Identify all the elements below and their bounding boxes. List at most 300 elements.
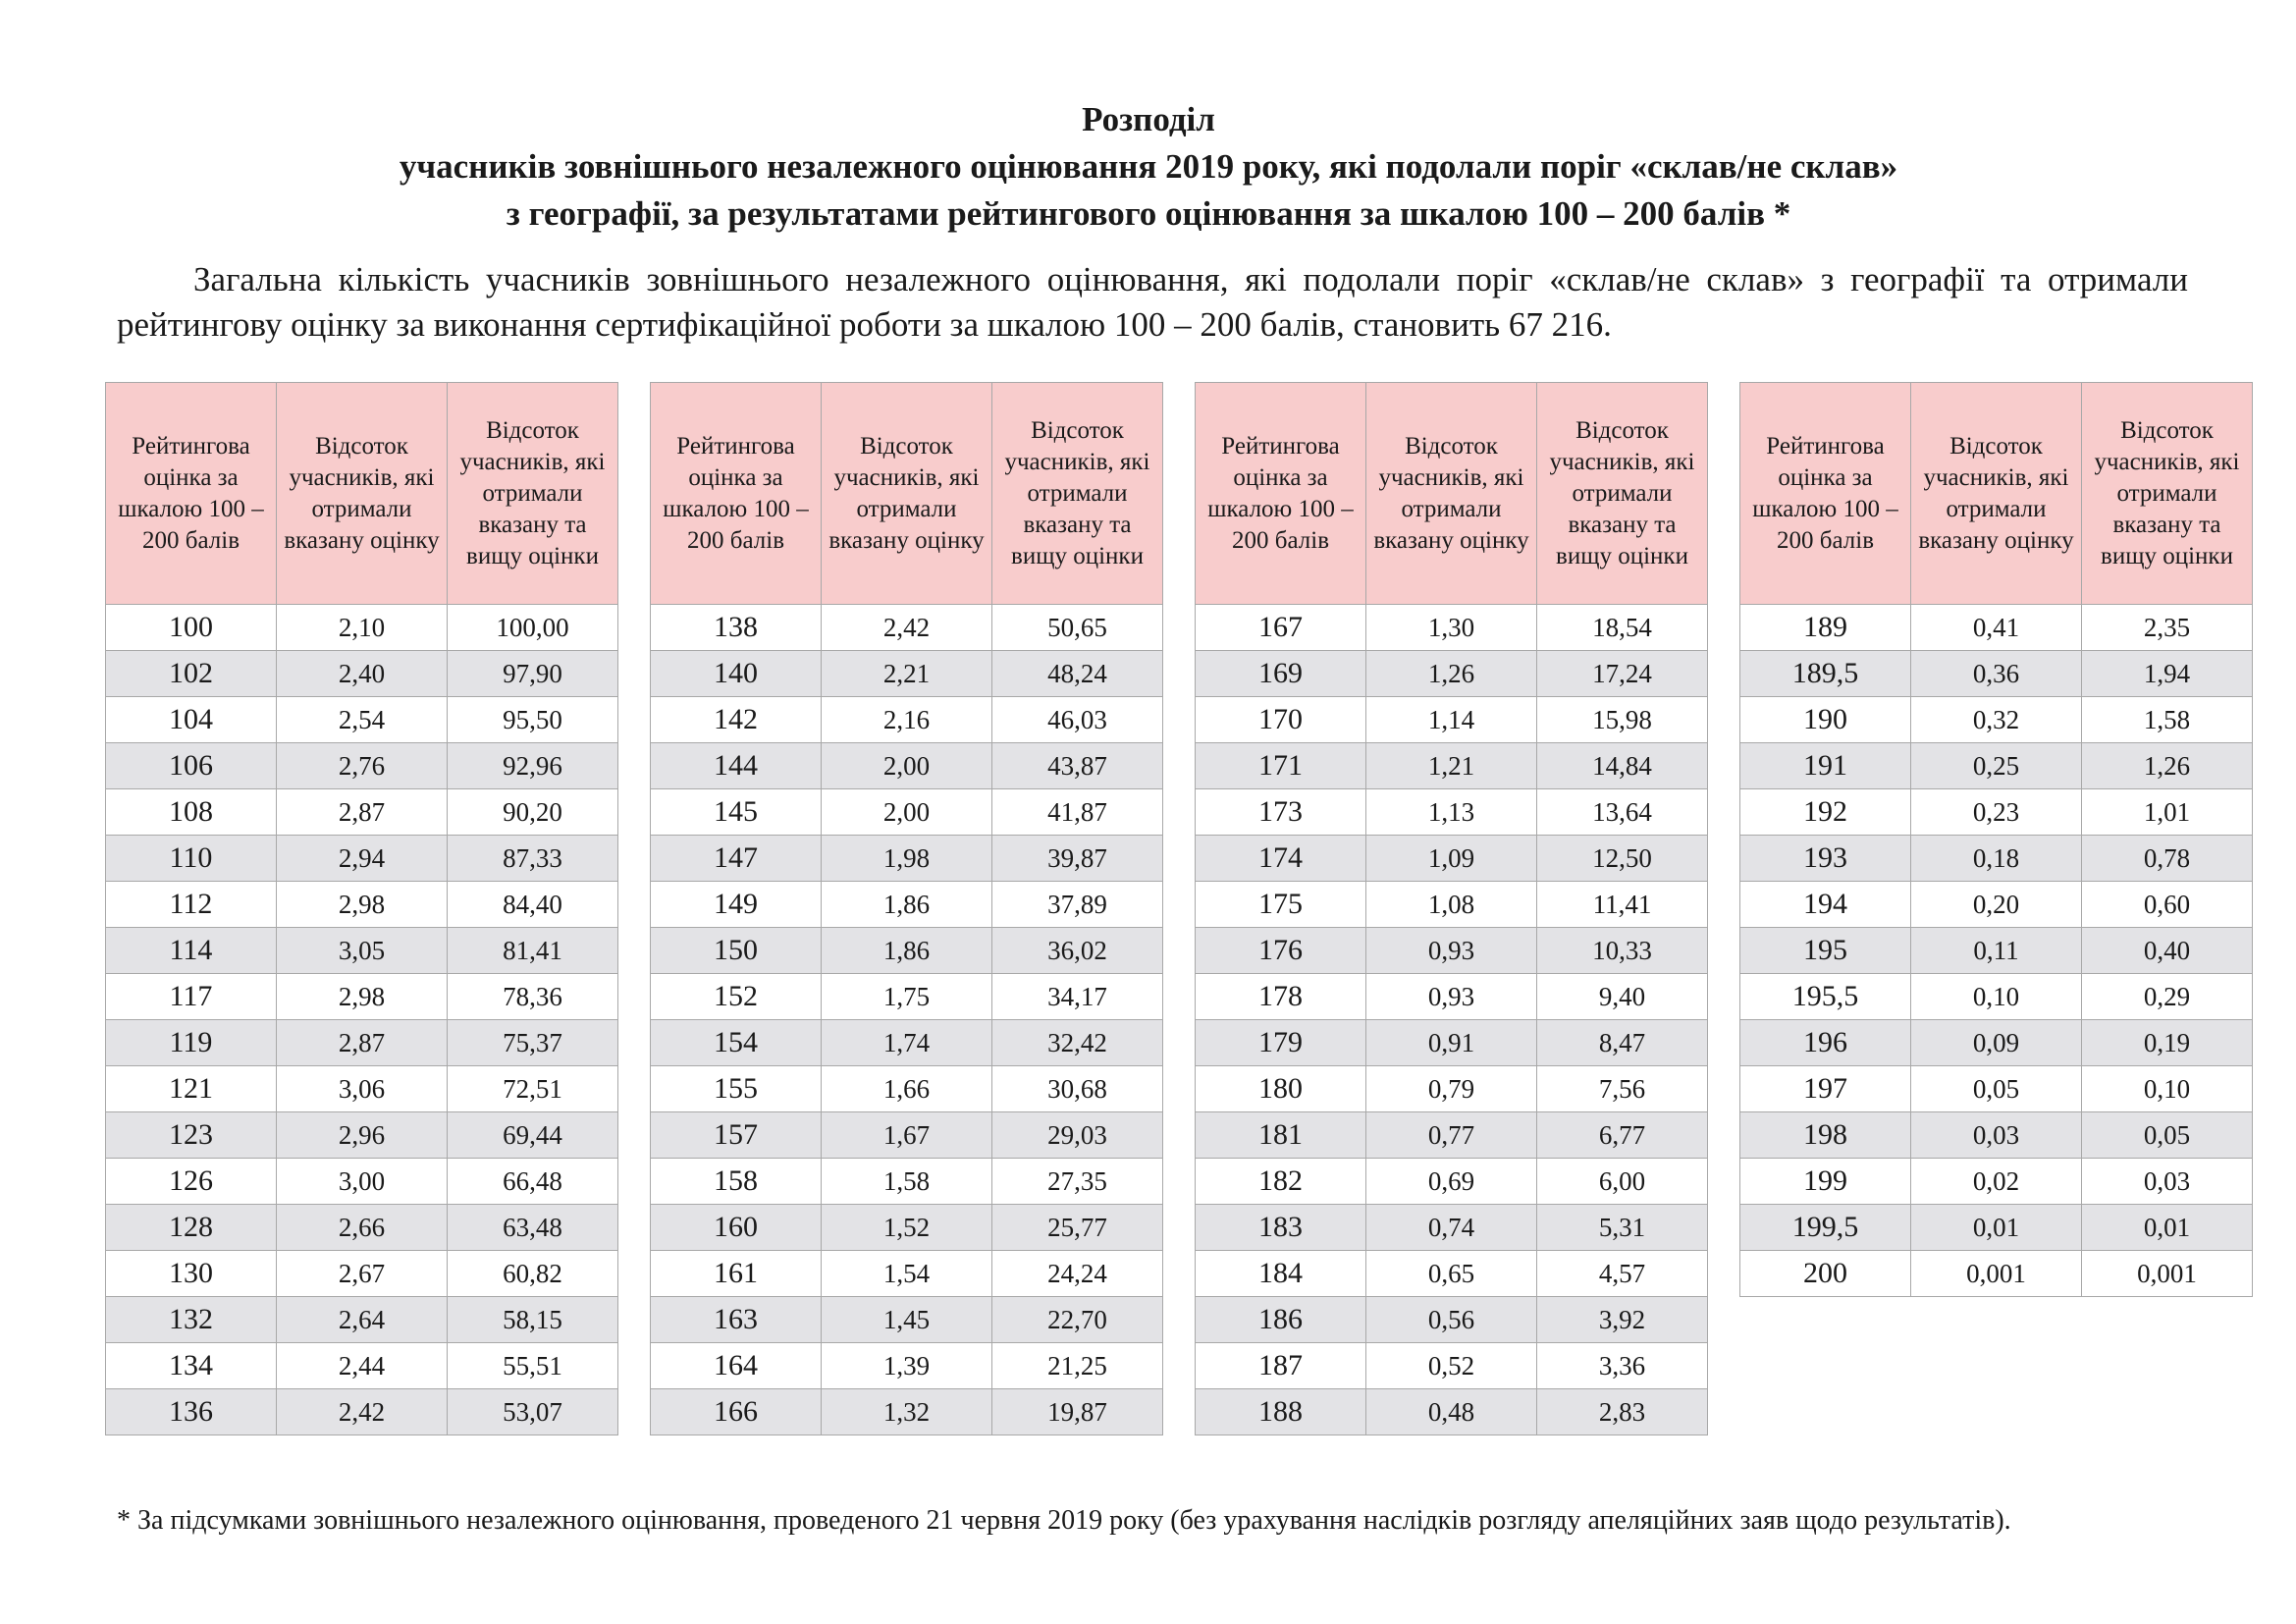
table-row <box>1196 1159 1708 1205</box>
header-score: Рейтингова оцінка за шкалою 100 – 200 балів <box>651 383 822 605</box>
cumulative-cell: 27,35 <box>992 1159 1163 1205</box>
table-row <box>106 928 618 974</box>
percent-cell: 1,75 <box>822 974 992 1020</box>
percent-cell: 1,98 <box>822 836 992 882</box>
table-row <box>1196 882 1708 928</box>
table-row <box>1740 974 2253 1020</box>
score-cell: 178 <box>1196 974 1366 1020</box>
percent-cell: 1,30 <box>1366 605 1537 651</box>
header-percent: Відсоток учасників, які отримали вказану оцінку <box>1911 383 2082 605</box>
percent-cell: 0,56 <box>1366 1297 1537 1343</box>
cumulative-cell: 37,89 <box>992 882 1163 928</box>
table-row <box>651 789 1163 836</box>
table-row <box>651 1343 1163 1389</box>
header-score: Рейтингова оцінка за шкалою 100 – 200 балів <box>1196 383 1366 605</box>
cumulative-cell: 6,00 <box>1537 1159 1708 1205</box>
cumulative-cell: 0,29 <box>2082 974 2253 1020</box>
percent-cell: 2,44 <box>277 1343 448 1389</box>
cumulative-cell: 14,84 <box>1537 743 1708 789</box>
table-row <box>1196 1343 1708 1389</box>
percent-cell: 3,00 <box>277 1159 448 1205</box>
cumulative-cell: 0,10 <box>2082 1066 2253 1112</box>
table-row <box>1196 651 1708 697</box>
header-cumulative: Відсоток учасників, які отримали вказану та вищу оцінки <box>1537 383 1708 605</box>
table-row <box>1196 743 1708 789</box>
cumulative-cell: 19,87 <box>992 1389 1163 1435</box>
table-row <box>106 1297 618 1343</box>
score-cell: 157 <box>651 1112 822 1159</box>
percent-cell: 2,42 <box>822 605 992 651</box>
cumulative-cell: 0,001 <box>2082 1251 2253 1297</box>
table-header-row <box>651 383 1163 605</box>
table-row <box>106 651 618 697</box>
title-line-2: учасників зовнішнього незалежного оцінювання 2019 року, які подолали поріг «склав/не склав» <box>399 147 1898 186</box>
cumulative-cell: 1,94 <box>2082 651 2253 697</box>
table-row <box>651 1297 1163 1343</box>
percent-cell: 2,64 <box>277 1297 448 1343</box>
cumulative-cell: 63,48 <box>448 1205 618 1251</box>
table-row <box>106 882 618 928</box>
score-cell: 140 <box>651 651 822 697</box>
percent-cell: 1,86 <box>822 882 992 928</box>
cumulative-cell: 95,50 <box>448 697 618 743</box>
score-cell: 126 <box>106 1159 277 1205</box>
header-percent: Відсоток учасників, які отримали вказану оцінку <box>822 383 992 605</box>
footnote: * За підсумками зовнішнього незалежного оцінювання, проведеного 21 червня 2019 року (без урахування наслідків розгляду апеляційних заяв щодо результатів). <box>117 1505 2011 1536</box>
cumulative-cell: 41,87 <box>992 789 1163 836</box>
table-row <box>651 974 1163 1020</box>
table-row <box>651 1159 1163 1205</box>
cumulative-cell: 32,42 <box>992 1020 1163 1066</box>
cumulative-cell: 69,44 <box>448 1112 618 1159</box>
score-cell: 128 <box>106 1205 277 1251</box>
percent-cell: 1,52 <box>822 1205 992 1251</box>
table-row <box>106 1343 618 1389</box>
cumulative-cell: 25,77 <box>992 1205 1163 1251</box>
score-cell: 199 <box>1740 1159 1911 1205</box>
percent-cell: 0,32 <box>1911 697 2082 743</box>
score-cell: 134 <box>106 1343 277 1389</box>
table-row <box>1196 1112 1708 1159</box>
table-row <box>1740 743 2253 789</box>
table-row <box>651 1251 1163 1297</box>
cumulative-cell: 2,35 <box>2082 605 2253 651</box>
table-row <box>651 1020 1163 1066</box>
table-row <box>1196 697 1708 743</box>
percent-cell: 2,67 <box>277 1251 448 1297</box>
header-percent: Відсоток учасників, які отримали вказану оцінку <box>277 383 448 605</box>
percent-cell: 2,40 <box>277 651 448 697</box>
percent-cell: 2,87 <box>277 789 448 836</box>
table-header-row <box>106 383 618 605</box>
cumulative-cell: 97,90 <box>448 651 618 697</box>
header-cumulative: Відсоток учасників, які отримали вказану та вищу оцінки <box>992 383 1163 605</box>
percent-cell: 1,26 <box>1366 651 1537 697</box>
cumulative-cell: 12,50 <box>1537 836 1708 882</box>
score-cell: 110 <box>106 836 277 882</box>
percent-cell: 0,03 <box>1911 1112 2082 1159</box>
percent-cell: 2,10 <box>277 605 448 651</box>
score-cell: 145 <box>651 789 822 836</box>
score-cell: 108 <box>106 789 277 836</box>
score-cell: 195 <box>1740 928 1911 974</box>
percent-cell: 1,58 <box>822 1159 992 1205</box>
score-cell: 187 <box>1196 1343 1366 1389</box>
score-cell: 175 <box>1196 882 1366 928</box>
header-percent: Відсоток учасників, які отримали вказану оцінку <box>1366 383 1537 605</box>
percent-cell: 0,09 <box>1911 1020 2082 1066</box>
score-cell: 144 <box>651 743 822 789</box>
score-cell: 174 <box>1196 836 1366 882</box>
cumulative-cell: 66,48 <box>448 1159 618 1205</box>
distribution-table-1 <box>105 382 618 1435</box>
header-cumulative: Відсоток учасників, які отримали вказану та вищу оцінки <box>448 383 618 605</box>
cumulative-cell: 3,36 <box>1537 1343 1708 1389</box>
cumulative-cell: 8,47 <box>1537 1020 1708 1066</box>
score-cell: 181 <box>1196 1112 1366 1159</box>
table-row <box>1740 789 2253 836</box>
score-cell: 196 <box>1740 1020 1911 1066</box>
score-cell: 154 <box>651 1020 822 1066</box>
table-row <box>1196 605 1708 651</box>
cumulative-cell: 0,78 <box>2082 836 2253 882</box>
table-row <box>1196 1389 1708 1435</box>
score-cell: 173 <box>1196 789 1366 836</box>
score-cell: 150 <box>651 928 822 974</box>
intro-paragraph: Загальна кількість учасників зовнішнього незалежного оцінювання, які подолали поріг «склав/не склав» з географії та отримали рейтингову оцінку за виконання сертифікаційної роботи за шкалою 100 – 200 балів, становить 67 216. <box>117 260 2188 344</box>
percent-cell: 0,52 <box>1366 1343 1537 1389</box>
cumulative-cell: 90,20 <box>448 789 618 836</box>
percent-cell: 1,08 <box>1366 882 1537 928</box>
score-cell: 198 <box>1740 1112 1911 1159</box>
cumulative-cell: 11,41 <box>1537 882 1708 928</box>
cumulative-cell: 55,51 <box>448 1343 618 1389</box>
document-title <box>118 96 2179 238</box>
percent-cell: 2,54 <box>277 697 448 743</box>
cumulative-cell: 3,92 <box>1537 1297 1708 1343</box>
percent-cell: 1,21 <box>1366 743 1537 789</box>
cumulative-cell: 24,24 <box>992 1251 1163 1297</box>
score-cell: 170 <box>1196 697 1366 743</box>
score-cell: 142 <box>651 697 822 743</box>
cumulative-cell: 60,82 <box>448 1251 618 1297</box>
score-cell: 147 <box>651 836 822 882</box>
percent-cell: 2,21 <box>822 651 992 697</box>
score-cell: 188 <box>1196 1389 1366 1435</box>
cumulative-cell: 1,58 <box>2082 697 2253 743</box>
cumulative-cell: 15,98 <box>1537 697 1708 743</box>
score-cell: 158 <box>651 1159 822 1205</box>
percent-cell: 1,13 <box>1366 789 1537 836</box>
score-cell: 112 <box>106 882 277 928</box>
distribution-table-4 <box>1739 382 2253 1297</box>
percent-cell: 0,11 <box>1911 928 2082 974</box>
cumulative-cell: 0,05 <box>2082 1112 2253 1159</box>
cumulative-cell: 34,17 <box>992 974 1163 1020</box>
score-cell: 183 <box>1196 1205 1366 1251</box>
table-row <box>1740 1159 2253 1205</box>
table-row <box>1196 1205 1708 1251</box>
table-row <box>651 882 1163 928</box>
table-row <box>106 1389 618 1435</box>
percent-cell: 1,66 <box>822 1066 992 1112</box>
table-row <box>651 605 1163 651</box>
cumulative-cell: 0,60 <box>2082 882 2253 928</box>
percent-cell: 1,32 <box>822 1389 992 1435</box>
score-cell: 182 <box>1196 1159 1366 1205</box>
percent-cell: 0,001 <box>1911 1251 2082 1297</box>
score-cell: 164 <box>651 1343 822 1389</box>
percent-cell: 0,93 <box>1366 974 1537 1020</box>
score-cell: 189,5 <box>1740 651 1911 697</box>
cumulative-cell: 100,00 <box>448 605 618 651</box>
percent-cell: 2,94 <box>277 836 448 882</box>
cumulative-cell: 87,33 <box>448 836 618 882</box>
score-cell: 104 <box>106 697 277 743</box>
cumulative-cell: 7,56 <box>1537 1066 1708 1112</box>
cumulative-cell: 9,40 <box>1537 974 1708 1020</box>
percent-cell: 0,05 <box>1911 1066 2082 1112</box>
percent-cell: 2,76 <box>277 743 448 789</box>
score-cell: 130 <box>106 1251 277 1297</box>
score-cell: 161 <box>651 1251 822 1297</box>
percent-cell: 3,06 <box>277 1066 448 1112</box>
score-cell: 169 <box>1196 651 1366 697</box>
cumulative-cell: 46,03 <box>992 697 1163 743</box>
percent-cell: 0,36 <box>1911 651 2082 697</box>
cumulative-cell: 0,01 <box>2082 1205 2253 1251</box>
table-row <box>1740 928 2253 974</box>
score-cell: 152 <box>651 974 822 1020</box>
score-cell: 102 <box>106 651 277 697</box>
cumulative-cell: 48,24 <box>992 651 1163 697</box>
cumulative-cell: 2,83 <box>1537 1389 1708 1435</box>
table-row <box>1740 1251 2253 1297</box>
percent-cell: 1,74 <box>822 1020 992 1066</box>
percent-cell: 0,69 <box>1366 1159 1537 1205</box>
percent-cell: 0,79 <box>1366 1066 1537 1112</box>
table-row <box>651 743 1163 789</box>
percent-cell: 1,14 <box>1366 697 1537 743</box>
percent-cell: 0,23 <box>1911 789 2082 836</box>
percent-cell: 1,45 <box>822 1297 992 1343</box>
table-row <box>106 1159 618 1205</box>
cumulative-cell: 17,24 <box>1537 651 1708 697</box>
table-row <box>106 974 618 1020</box>
table-row <box>106 1205 618 1251</box>
distribution-table-3 <box>1195 382 1708 1435</box>
cumulative-cell: 84,40 <box>448 882 618 928</box>
score-cell: 197 <box>1740 1066 1911 1112</box>
percent-cell: 0,02 <box>1911 1159 2082 1205</box>
percent-cell: 0,91 <box>1366 1020 1537 1066</box>
title-line-3: з географії, за результатами рейтингового оцінювання за шкалою 100 – 200 балів * <box>506 194 1791 233</box>
table-row <box>1740 651 2253 697</box>
percent-cell: 0,74 <box>1366 1205 1537 1251</box>
score-cell: 189 <box>1740 605 1911 651</box>
table-row <box>106 1112 618 1159</box>
table-row <box>106 743 618 789</box>
table-row <box>1740 1205 2253 1251</box>
percent-cell: 1,67 <box>822 1112 992 1159</box>
cumulative-cell: 30,68 <box>992 1066 1163 1112</box>
score-cell: 193 <box>1740 836 1911 882</box>
percent-cell: 2,87 <box>277 1020 448 1066</box>
table-row <box>106 1251 618 1297</box>
percent-cell: 0,01 <box>1911 1205 2082 1251</box>
cumulative-cell: 43,87 <box>992 743 1163 789</box>
cumulative-cell: 0,40 <box>2082 928 2253 974</box>
score-cell: 149 <box>651 882 822 928</box>
score-cell: 176 <box>1196 928 1366 974</box>
table-row <box>1196 974 1708 1020</box>
percent-cell: 2,00 <box>822 789 992 836</box>
cumulative-cell: 36,02 <box>992 928 1163 974</box>
percent-cell: 0,48 <box>1366 1389 1537 1435</box>
score-cell: 121 <box>106 1066 277 1112</box>
table-row <box>1740 882 2253 928</box>
score-cell: 138 <box>651 605 822 651</box>
table-row <box>651 836 1163 882</box>
title-line-1: Розподіл <box>1082 100 1215 138</box>
distribution-table-2 <box>650 382 1163 1435</box>
table-header-row <box>1196 383 1708 605</box>
percent-cell: 2,98 <box>277 882 448 928</box>
table-row <box>651 697 1163 743</box>
header-score: Рейтингова оцінка за шкалою 100 – 200 балів <box>1740 383 1911 605</box>
cumulative-cell: 78,36 <box>448 974 618 1020</box>
score-cell: 114 <box>106 928 277 974</box>
table-row <box>1196 1251 1708 1297</box>
header-score: Рейтингова оцінка за шкалою 100 – 200 балів <box>106 383 277 605</box>
cumulative-cell: 10,33 <box>1537 928 1708 974</box>
cumulative-cell: 18,54 <box>1537 605 1708 651</box>
table-row <box>1196 1020 1708 1066</box>
score-cell: 167 <box>1196 605 1366 651</box>
percent-cell: 2,98 <box>277 974 448 1020</box>
table-row <box>1196 836 1708 882</box>
table-row <box>1196 1066 1708 1112</box>
percent-cell: 2,00 <box>822 743 992 789</box>
percent-cell: 0,77 <box>1366 1112 1537 1159</box>
table-row <box>1196 789 1708 836</box>
cumulative-cell: 0,19 <box>2082 1020 2253 1066</box>
table-row <box>106 605 618 651</box>
cumulative-cell: 39,87 <box>992 836 1163 882</box>
score-cell: 160 <box>651 1205 822 1251</box>
score-cell: 179 <box>1196 1020 1366 1066</box>
cumulative-cell: 58,15 <box>448 1297 618 1343</box>
table-row <box>1740 1112 2253 1159</box>
table-row <box>1740 836 2253 882</box>
cumulative-cell: 1,26 <box>2082 743 2253 789</box>
score-cell: 132 <box>106 1297 277 1343</box>
score-cell: 200 <box>1740 1251 1911 1297</box>
table-row <box>651 928 1163 974</box>
score-cell: 180 <box>1196 1066 1366 1112</box>
score-cell: 195,5 <box>1740 974 1911 1020</box>
table-row <box>651 1112 1163 1159</box>
score-cell: 192 <box>1740 789 1911 836</box>
percent-cell: 1,54 <box>822 1251 992 1297</box>
score-cell: 171 <box>1196 743 1366 789</box>
score-cell: 117 <box>106 974 277 1020</box>
table-row <box>106 1066 618 1112</box>
table-row <box>106 1020 618 1066</box>
percent-cell: 1,09 <box>1366 836 1537 882</box>
table-row <box>106 836 618 882</box>
table-row <box>1740 697 2253 743</box>
percent-cell: 2,42 <box>277 1389 448 1435</box>
cumulative-cell: 22,70 <box>992 1297 1163 1343</box>
cumulative-cell: 92,96 <box>448 743 618 789</box>
cumulative-cell: 81,41 <box>448 928 618 974</box>
table-row <box>1740 1020 2253 1066</box>
cumulative-cell: 6,77 <box>1537 1112 1708 1159</box>
score-cell: 186 <box>1196 1297 1366 1343</box>
score-cell: 123 <box>106 1112 277 1159</box>
cumulative-cell: 13,64 <box>1537 789 1708 836</box>
score-cell: 190 <box>1740 697 1911 743</box>
cumulative-cell: 72,51 <box>448 1066 618 1112</box>
header-cumulative: Відсоток учасників, які отримали вказану та вищу оцінки <box>2082 383 2253 605</box>
percent-cell: 0,20 <box>1911 882 2082 928</box>
percent-cell: 1,39 <box>822 1343 992 1389</box>
table-row <box>1196 1297 1708 1343</box>
score-cell: 119 <box>106 1020 277 1066</box>
percent-cell: 0,25 <box>1911 743 2082 789</box>
score-cell: 136 <box>106 1389 277 1435</box>
table-row <box>1196 928 1708 974</box>
percent-cell: 1,86 <box>822 928 992 974</box>
percent-cell: 3,05 <box>277 928 448 974</box>
score-cell: 166 <box>651 1389 822 1435</box>
score-cell: 100 <box>106 605 277 651</box>
cumulative-cell: 5,31 <box>1537 1205 1708 1251</box>
cumulative-cell: 21,25 <box>992 1343 1163 1389</box>
cumulative-cell: 75,37 <box>448 1020 618 1066</box>
cumulative-cell: 29,03 <box>992 1112 1163 1159</box>
percent-cell: 0,18 <box>1911 836 2082 882</box>
score-cell: 106 <box>106 743 277 789</box>
table-row <box>1740 1066 2253 1112</box>
table-row <box>651 651 1163 697</box>
score-cell: 199,5 <box>1740 1205 1911 1251</box>
percent-cell: 0,65 <box>1366 1251 1537 1297</box>
percent-cell: 2,66 <box>277 1205 448 1251</box>
table-header-row <box>1740 383 2253 605</box>
table-row <box>1740 605 2253 651</box>
score-cell: 155 <box>651 1066 822 1112</box>
table-row <box>651 1389 1163 1435</box>
cumulative-cell: 0,03 <box>2082 1159 2253 1205</box>
cumulative-cell: 53,07 <box>448 1389 618 1435</box>
cumulative-cell: 50,65 <box>992 605 1163 651</box>
score-cell: 163 <box>651 1297 822 1343</box>
table-row <box>106 789 618 836</box>
percent-cell: 0,93 <box>1366 928 1537 974</box>
table-row <box>106 697 618 743</box>
percent-cell: 2,96 <box>277 1112 448 1159</box>
cumulative-cell: 4,57 <box>1537 1251 1708 1297</box>
score-cell: 184 <box>1196 1251 1366 1297</box>
table-row <box>651 1205 1163 1251</box>
percent-cell: 2,16 <box>822 697 992 743</box>
cumulative-cell: 1,01 <box>2082 789 2253 836</box>
score-cell: 194 <box>1740 882 1911 928</box>
table-row <box>651 1066 1163 1112</box>
percent-cell: 0,10 <box>1911 974 2082 1020</box>
